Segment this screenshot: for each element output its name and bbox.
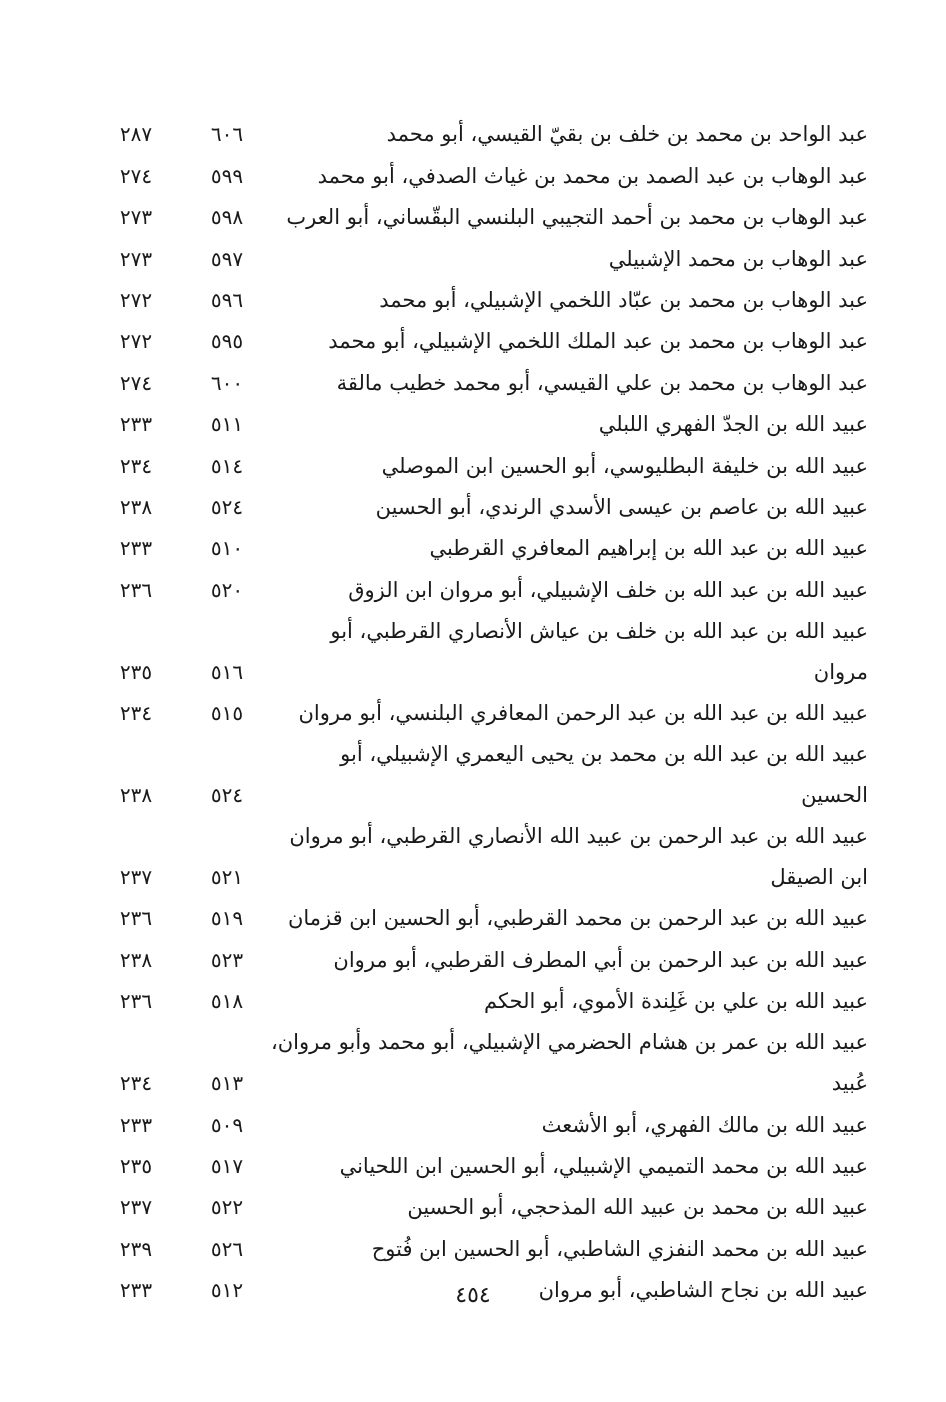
entry-name: عبد الوهاب بن عبد الصمد بن محمد بن غياث الصدفي، أبو محمد: [317, 163, 868, 188]
entry-name: عبيد الله بن محمد التميمي الإشبيلي، أبو الحسين ابن اللحياني: [339, 1154, 868, 1179]
entry-page: ٢٣٥: [119, 659, 153, 684]
entry-number: ٦٠٠: [210, 370, 244, 395]
entry-name: عبيد الله بن عبد الله بن عبد الرحمن المعافري البلنسي، أبو مروان: [298, 701, 868, 726]
entry-page: ٢٣٤: [119, 453, 153, 478]
entry-number: ٥٢١: [210, 865, 244, 890]
entry-page: ٢٣٧: [119, 865, 153, 890]
index-row: [88, 280, 868, 321]
entry-page: ٢٣٣: [119, 536, 153, 561]
entry-page: ٢٧٢: [119, 287, 153, 312]
entry-number: ٥٩٥: [210, 329, 244, 354]
entry-page: ٢٣٦: [119, 577, 153, 602]
entry-name: عبد الوهاب بن محمد بن عبد الملك اللخمي الإشبيلي، أبو محمد: [328, 329, 868, 354]
entry-name: عبيد الله بن عبد الرحمن بن أبي المطرف القرطبي، أبو مروان: [333, 947, 868, 972]
index-row: [88, 197, 868, 238]
entry-page: ٢٣٧: [119, 1195, 153, 1220]
entry-number: ٥٢٤: [210, 783, 244, 808]
entry-name: عبيد الله بن عبد الله بن إبراهيم المعافري القرطبي: [429, 536, 868, 561]
entry-page: ٢٧٤: [119, 370, 153, 395]
entry-number: ٥١٢: [210, 1278, 244, 1303]
entry-number: ٥٢٢: [210, 1195, 244, 1220]
index-row: [88, 1104, 868, 1145]
entry-page: ٢٧٤: [119, 163, 153, 188]
index-row: [88, 611, 868, 693]
entry-page: ٢٧٢: [119, 329, 153, 354]
entry-name: عبيد الله بن محمد بن عبيد الله المذحجي، أبو الحسين: [407, 1195, 868, 1220]
index-row: [88, 734, 868, 816]
entry-number: ٥٩٧: [210, 246, 244, 271]
index-row: [88, 155, 868, 196]
index-row: [88, 445, 868, 486]
entry-number: ٥١٤: [210, 453, 244, 478]
entry-page: ٢٣٨: [119, 947, 153, 972]
entry-page: ٢٧٣: [119, 205, 153, 230]
index-row: [88, 939, 868, 980]
entry-page: ٢٨٧: [119, 122, 153, 147]
index-row: [88, 693, 868, 734]
entry-number: ٥٩٨: [210, 205, 244, 230]
index-row: [88, 569, 868, 610]
index-row: [88, 321, 868, 362]
entry-name: عبيد الله بن عبد الرحمن بن عبيد الله الأنصاري القرطبي، أبو مروان ابن الصيقل: [289, 824, 868, 890]
entry-number: ٥٢٣: [210, 947, 244, 972]
entry-name: عبيد الله بن عمر بن هشام الحضرمي الإشبيلي، أبو محمد وأبو مروان، عُبيد: [270, 1030, 868, 1096]
entry-page: ٢٣٤: [119, 701, 153, 726]
entry-name: عبيد الله بن نجاح الشاطبي، أبو مروان: [538, 1278, 868, 1303]
entry-page: ٢٣٨: [119, 494, 153, 519]
entry-name: عبيد الله بن عاصم بن عيسى الأسدي الرندي، أبو الحسين: [375, 494, 868, 519]
index-row: [88, 816, 868, 898]
entry-name: عبيد الله بن مالك الفهري، أبو الأشعث: [541, 1112, 868, 1137]
index-row: [88, 404, 868, 445]
entry-name: عبد الوهاب بن محمد الإشبيلي: [608, 246, 868, 271]
entry-number: ٥٩٩: [210, 163, 244, 188]
entry-name: عبيد الله بن الجدّ الفهري اللبلي: [598, 412, 868, 437]
entry-page: ٢٣٤: [119, 1071, 153, 1096]
entry-number: ٥١٠: [210, 536, 244, 561]
entry-page: ٢٣٦: [119, 906, 153, 931]
entry-name: عبيد الله بن محمد النفزي الشاطبي، أبو الحسين ابن فُتوح: [371, 1236, 868, 1261]
index-row: [88, 1146, 868, 1187]
index-row: [88, 362, 868, 403]
entry-name: عبيد الله بن عبد الرحمن بن محمد القرطبي، أبو الحسين ابن قزمان: [287, 906, 868, 931]
entry-number: ٥١٨: [210, 989, 244, 1014]
entry-page: ٢٣٩: [119, 1236, 153, 1261]
entry-number: ٥٠٩: [210, 1112, 244, 1137]
entry-name: عبيد الله بن عبد الله بن خلف الإشبيلي، أبو مروان ابن الزوق: [348, 577, 868, 602]
entry-name: عبيد الله بن خليفة البطليوسي، أبو الحسين ابن الموصلي: [381, 453, 868, 478]
entry-name: عبد الواحد بن محمد بن خلف بن بقيّ القيسي، أبو محمد: [386, 122, 868, 147]
entry-number: ٥٢٤: [210, 494, 244, 519]
entry-number: ٥١١: [210, 412, 244, 437]
entry-page: ٢٣٨: [119, 783, 153, 808]
entry-name: عبد الوهاب بن محمد بن علي القيسي، أبو محمد خطيب مالقة: [336, 370, 868, 395]
index-row: [88, 487, 868, 528]
entry-page: ٢٧٣: [119, 246, 153, 271]
entry-page: ٢٣٣: [119, 412, 153, 437]
index-row: [88, 238, 868, 279]
entry-page: ٢٣٥: [119, 1154, 153, 1179]
page-number: ٤٥٤: [455, 1283, 491, 1308]
index-row: [88, 1022, 868, 1104]
entry-number: ٥١٩: [210, 906, 244, 931]
entry-page: ٢٣٣: [119, 1112, 153, 1137]
entry-number: ٥١٦: [210, 659, 244, 684]
entry-number: ٥٢٦: [210, 1236, 244, 1261]
index-row: [88, 1187, 868, 1228]
index-row: [88, 981, 868, 1022]
entry-name: عبد الوهاب بن محمد بن عبّاد اللخمي الإشبيلي، أبو محمد: [379, 287, 868, 312]
entry-number: ٥١٣: [210, 1071, 244, 1096]
entry-number: ٥٩٦: [210, 287, 244, 312]
entry-number: ٥٢٠: [210, 577, 244, 602]
entry-name: عبيد الله بن علي بن غَلِندة الأموي، أبو الحكم: [483, 989, 868, 1014]
index-row: [88, 1228, 868, 1269]
entry-page: ٢٣٦: [119, 989, 153, 1014]
entry-number: ٥١٥: [210, 701, 244, 726]
entry-page: ٢٣٣: [119, 1278, 153, 1303]
index-table: [88, 114, 868, 1311]
entry-name: عبيد الله بن عبد الله بن خلف بن عياش الأنصاري القرطبي، أبو مروان: [330, 618, 868, 684]
index-row: [88, 114, 868, 155]
index-row: [88, 898, 868, 939]
entry-name: عبد الوهاب بن محمد بن أحمد التجيبي البلنسي البقّساني، أبو العرب: [286, 205, 868, 230]
entry-number: ٦٠٦: [210, 122, 244, 147]
entry-number: ٥١٧: [210, 1154, 244, 1179]
entry-name: عبيد الله بن عبد الله بن محمد بن يحيى اليعمري الإشبيلي، أبو الحسين: [340, 742, 868, 808]
index-row: [88, 528, 868, 569]
